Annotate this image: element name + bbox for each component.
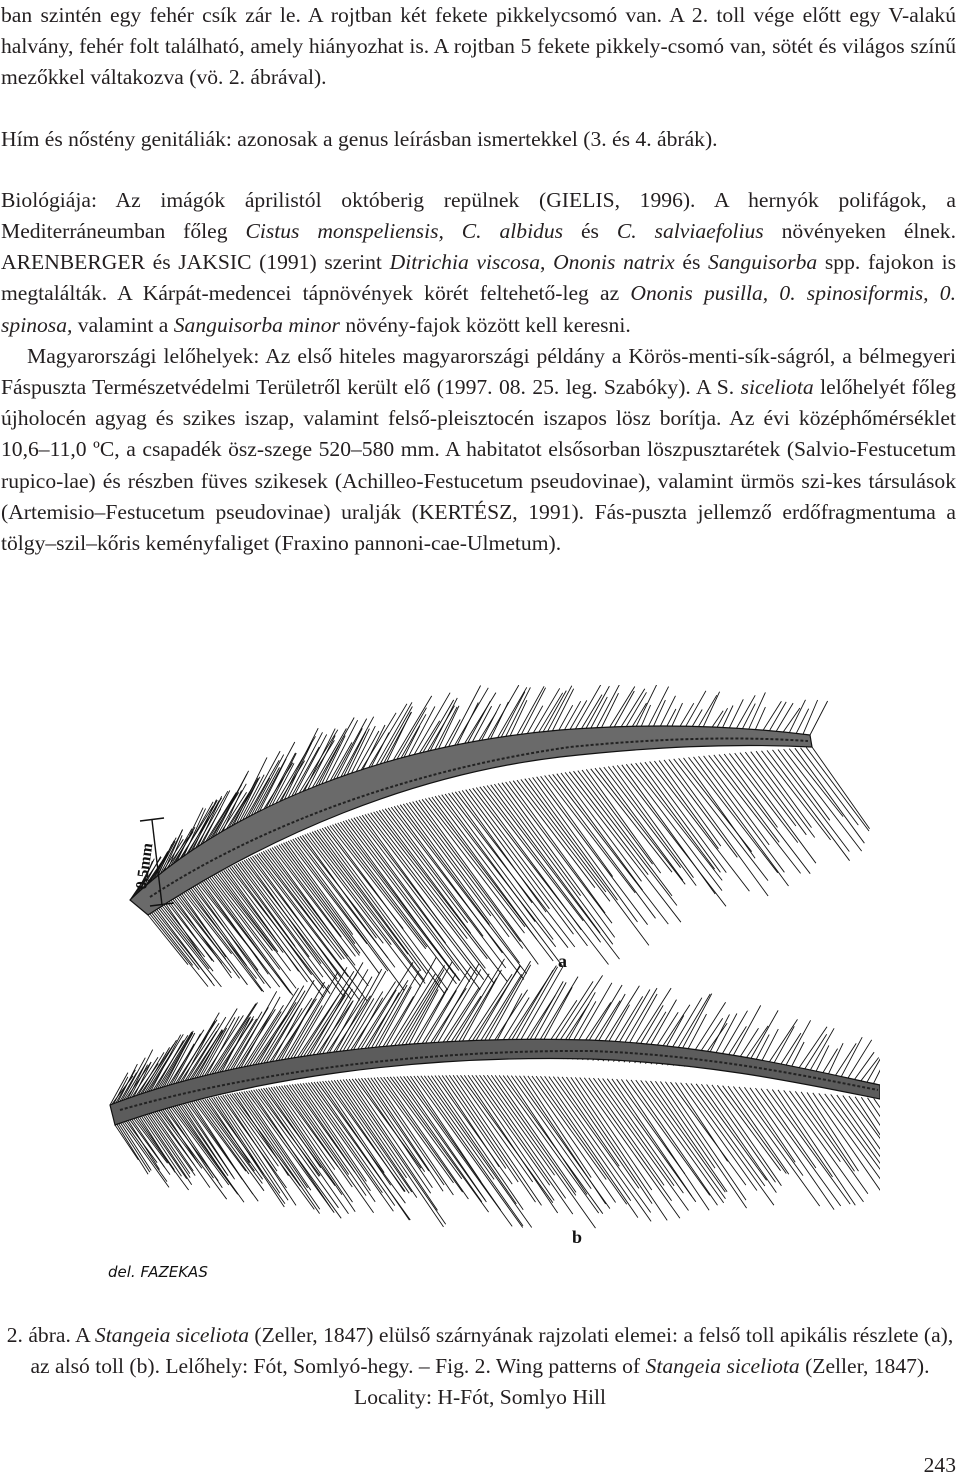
hair-stroke [525, 779, 649, 946]
species-name: Sanguisorba [708, 250, 818, 275]
text-run: növényeken élnek. ARENBERGER és JAKSIC (1991) szerint [1, 219, 956, 275]
hair-stroke [520, 1076, 606, 1204]
hair-stroke [810, 701, 828, 735]
body-text [1, 0, 956, 559]
hair-stroke [498, 783, 580, 895]
plume-a [130, 685, 870, 1001]
text-run: spp. fajokon is megtalálták. A Kárpát-medencei tápnövények körét feltehető-leg az [1, 250, 956, 306]
hair-stroke [248, 858, 337, 979]
hair-stroke [733, 1087, 819, 1207]
hair-stroke [152, 913, 193, 966]
hair-stroke [153, 1113, 193, 1172]
text-run: növény-fajok között kell keresni. [339, 312, 631, 337]
hair-stroke [169, 901, 212, 960]
species-name: Ononis pusilla, 0. spinosiformis, 0. spinosa, [1, 281, 956, 337]
wing-pattern-figure [90, 685, 880, 1285]
page-number: 243 [923, 1453, 956, 1477]
text-run: Magyarországi lelőhelyek: Az első hiteles magyarországi példány a Körös-menti-sík-ságról, a bélmegyeri Fáspuszta Természetvédelmi Területről került elő (1997. 08. 25. leg. Szabóky). A S. [1, 343, 956, 400]
hair-stroke [795, 748, 865, 843]
hair-stroke [806, 747, 869, 831]
hair-stroke [584, 1078, 671, 1201]
hair-stroke [293, 839, 405, 991]
caption-run: 2. ábra. A [6, 1323, 95, 1347]
hair-stroke [532, 1076, 606, 1180]
species-name: Ditrichia viscosa [389, 250, 540, 275]
hair-stroke [566, 1077, 652, 1204]
plume-b-lower-fringe [115, 1075, 880, 1228]
text-run: és [674, 250, 709, 275]
hair-stroke [509, 781, 605, 913]
hair-stroke [762, 751, 831, 840]
hair-stroke [681, 1083, 757, 1191]
hair-stroke [607, 1079, 696, 1202]
hair-stroke [253, 856, 341, 978]
plume-a-lower-fringe [148, 747, 870, 1001]
hair-stroke [636, 1080, 724, 1203]
hair-stroke [873, 1045, 880, 1085]
text-run: Biológiája: Az imágók áprilistól októberig repülnek (GIELIS, 1996). A hernyók polifágok, a Mediterráneumban főleg [1, 187, 956, 244]
hair-stroke [801, 748, 859, 825]
hair-stroke [182, 894, 226, 957]
plume-b [110, 957, 880, 1228]
species-name: C. salviaefolius [616, 219, 764, 244]
hair-stroke [617, 1079, 685, 1174]
plume-b-label: b [572, 1227, 583, 1247]
hair-stroke [148, 915, 188, 965]
hair-stroke [664, 760, 737, 857]
caption-text [0, 1320, 960, 1414]
species-name: Sanguisorba minor [173, 312, 340, 337]
hair-stroke [274, 1087, 353, 1202]
hair-stroke [745, 752, 806, 835]
species-name: siceliota [740, 375, 814, 400]
hair-stroke [413, 802, 523, 949]
hair-stroke [788, 700, 806, 736]
caption-run: (Zeller, 1847). Locality: H-Fót, Somlyo Hill [354, 1354, 930, 1410]
text-run: valamint a [72, 312, 174, 337]
text-run: lelőhelyét főleg újholocén agyag és szikes iszap, valamint felső-pleisztocén iszapos lösz borítja. Az évi középhőmérséklet 10,6–11,0 ºC, a csapadék ösz-szege 520–580 mm. A habitatot elsősorban löszpusztarétek (Salvio-Festucetum rupico-lae) és részben füves szikesek (Achilleo-Festucetum pseudovinae), valamint ürmös szi-kes társulások (Artemisio–Festucetum pseudovinae) uralják (KERTÉSZ, 1991). Fás-puszta jellemző erdőfragmentuma a tölgy–szil–kőris keményfaliget (Fraxino pannoni-cae-Ulmetum). [1, 375, 956, 556]
species-name: Ononis natrix [553, 250, 675, 275]
hair-stroke [803, 700, 818, 735]
text-run: , [540, 250, 554, 275]
hair-stroke [358, 1079, 432, 1188]
plume-drawing [90, 685, 880, 1285]
text-run: és [563, 219, 617, 244]
hair-stroke [368, 814, 486, 969]
hair-stroke [729, 754, 797, 843]
caption-species: Stangeia siceliota [94, 1323, 250, 1347]
hair-stroke [414, 1076, 523, 1228]
hair-stroke [495, 1075, 576, 1192]
scale-bar-label: 0,5mm [133, 841, 157, 891]
hair-stroke [717, 1085, 780, 1170]
figure-caption [0, 1320, 960, 1414]
hair-stroke [232, 991, 277, 1071]
hair-stroke [352, 1079, 431, 1193]
hair-stroke [833, 1043, 857, 1080]
hair-stroke [380, 957, 436, 1057]
hair-stroke [528, 1076, 616, 1203]
hair-stroke [699, 756, 785, 872]
hair-stroke [186, 1104, 235, 1180]
hair-stroke [340, 1080, 407, 1178]
hair-stroke [335, 824, 456, 984]
hair-stroke [571, 1077, 667, 1220]
hair-stroke [483, 1075, 554, 1175]
paragraph-biology [1, 185, 956, 341]
hair-stroke [287, 1085, 349, 1174]
hair-stroke [636, 763, 715, 869]
hair-stroke [739, 1087, 803, 1176]
hair-stroke [473, 788, 609, 964]
artist-signature: del. FAZEKAS [108, 1263, 208, 1281]
hair-stroke [166, 904, 202, 956]
hair-stroke [665, 1082, 746, 1200]
caption-species: Stangeia siceliota [645, 1354, 800, 1379]
hair-stroke [537, 777, 648, 925]
hair-stroke [837, 1095, 880, 1194]
hair-stroke [234, 865, 330, 994]
hair-stroke [196, 1101, 249, 1174]
hair-stroke [640, 763, 720, 873]
hair-stroke [756, 751, 811, 827]
text-run: Hím és nőstény genitáliák: azonosak a genus leírásban ismertekkel (3. és 4. ábrák). [1, 126, 718, 151]
hair-stroke [506, 782, 612, 923]
hair-stroke [328, 1081, 404, 1192]
hair-stroke [751, 752, 815, 838]
hair-stroke [549, 1077, 651, 1222]
hair-stroke [795, 709, 809, 736]
hair-stroke [773, 750, 850, 852]
hair-stroke [595, 768, 685, 884]
caption-run: (Zeller, 1847) elülső szárnyának rajzolati elemei: a felső toll apikális részlete (a), az alsó toll (b). Lelőhely: Fót, Somlyó-hegy. – Fig. 2. Wing patterns of [30, 1323, 954, 1379]
paragraph-genitalia [1, 124, 956, 155]
hair-stroke [784, 1090, 864, 1202]
species-name: Cistus monspeliensis, C. albidus [245, 219, 564, 244]
hair-stroke [416, 801, 521, 942]
hair-stroke [391, 807, 524, 979]
hair-stroke [335, 971, 386, 1059]
plume-a-label: a [558, 951, 567, 971]
paragraph-localities [1, 341, 956, 559]
hair-stroke [303, 1083, 394, 1211]
hair-stroke [115, 1125, 138, 1160]
text-run: ban szintén egy fehér csík zár le. A rojtban két fekete pikkelycsomó van. A 2. toll vége előtt egy V-alakú halvány, fehér folt található, amely hiányozhat is. A rojtban 5 fekete pikkely-csomó van, sötét és világos színű mezőkkel váltakozva (vö. 2. ábrával). [1, 3, 956, 90]
hair-stroke [689, 757, 778, 872]
hair-stroke [346, 820, 459, 970]
hair-stroke [557, 774, 643, 891]
paragraph-plume-description [1, 0, 956, 94]
hair-stroke [712, 1085, 782, 1186]
hair-stroke [622, 765, 715, 894]
